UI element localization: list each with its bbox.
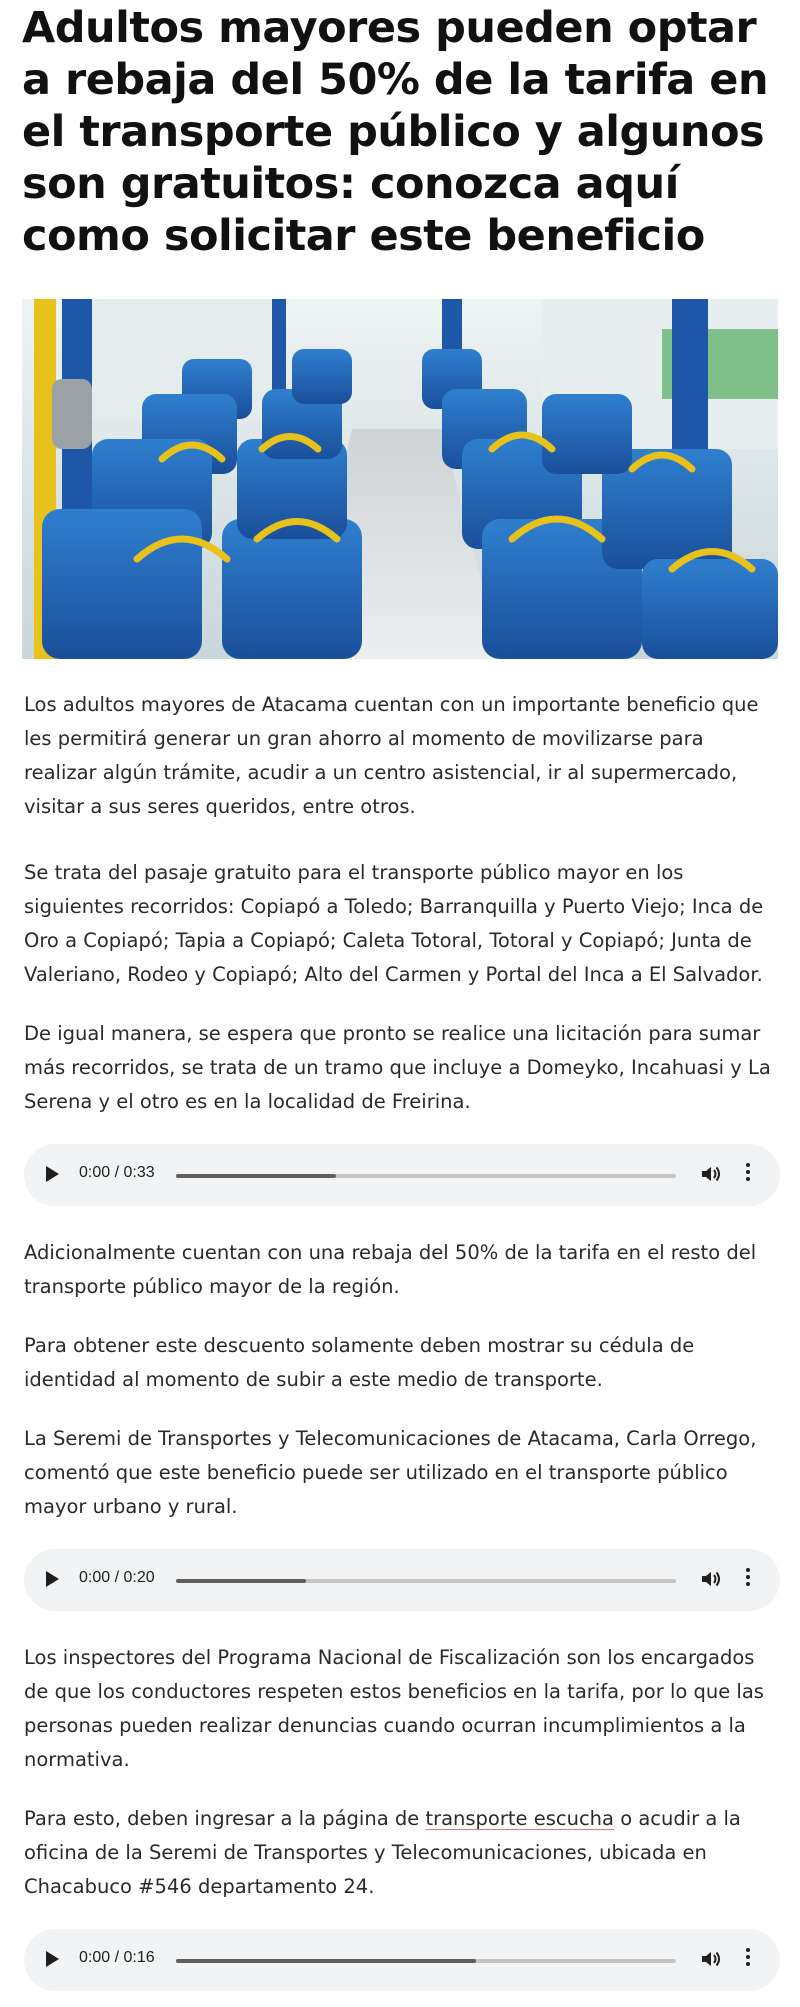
paragraph-3: De igual manera, se espera que pronto se realice una licitación para sumar más recorridos, se trata de un tramo que incluye a Domeyko, Incahuasi y La Serena y el otro es en la localidad de Freirina.	[24, 1022, 771, 1113]
volume-icon[interactable]	[700, 1164, 722, 1188]
paragraph-6: La Seremi de Transportes y Telecomunicaciones de Atacama, Carla Orrego, comentó que este beneficio puede ser utilizado en el transporte público mayor urbano y rural.	[24, 1427, 757, 1518]
audio-progress-track[interactable]	[176, 1579, 676, 1583]
audio-time: 0:00 / 0:20	[79, 1569, 155, 1586]
bus-interior-image	[22, 299, 778, 659]
paragraph-1: Los adultos mayores de Atacama cuentan con un importante beneficio que les permitirá generar un gran ahorro al momento de movilizarse para realizar algún trámite, acudir a un centro asistencial, ir al supermercado, visitar a sus seres queridos, entre otros.	[24, 693, 759, 818]
audio-progress-fill	[176, 1579, 306, 1583]
article-title: Adultos mayores pueden optar a rebaja del 50% de la tarifa en el transporte público y algunos son gratuitos: conozca aquí como solicitar este beneficio	[22, 3, 769, 261]
more-vert-icon[interactable]	[744, 1568, 752, 1589]
paragraph-4: Adicionalmente cuentan con una rebaja del 50% de la tarifa en el resto del transporte público mayor de la región.	[24, 1241, 757, 1298]
audio-player-2	[24, 1549, 780, 1611]
audio-progress-track[interactable]	[176, 1174, 676, 1178]
more-vert-icon[interactable]	[744, 1163, 752, 1184]
paragraph-5: Para obtener este descuento solamente deben mostrar su cédula de identidad al momento de subir a este medio de transporte.	[24, 1334, 695, 1391]
more-vert-icon[interactable]	[744, 1948, 752, 1969]
volume-icon[interactable]	[700, 1569, 722, 1593]
audio-player-1	[24, 1144, 780, 1206]
paragraph-2: Se trata del pasaje gratuito para el transporte público mayor en los siguientes recorridos: Copiapó a Toledo; Barranquilla y Puerto Viejo; Inca de Oro a Copiapó; Tapia a Copiapó; Caleta Totoral, Totoral y Copiapó; Junta de Valeriano, Rodeo y Copiapó; Alto del Carmen y Portal del Inca a El Salvador.	[24, 861, 764, 986]
audio-time: 0:00 / 0:16	[79, 1949, 155, 1966]
paragraph-7: Los inspectores del Programa Nacional de Fiscalización son los encargados de que los conductores respeten estos beneficios en la tarifa, por lo que las personas pueden realizar denuncias cuando ocurran incumplimientos a la normativa.	[24, 1646, 764, 1771]
play-icon[interactable]	[46, 1951, 59, 1967]
paragraph-8	[24, 1802, 780, 1904]
volume-icon[interactable]	[700, 1949, 722, 1973]
audio-player-3	[24, 1929, 780, 1991]
audio-progress-track[interactable]	[176, 1959, 676, 1963]
audio-progress-fill	[176, 1174, 336, 1178]
paragraph-8-after: o acudir a la oficina de la Seremi de Transportes y Telecomunicaciones, ubicada en Chacabuco #546 departamento 24.	[24, 1807, 741, 1898]
play-icon[interactable]	[46, 1166, 59, 1182]
play-icon[interactable]	[46, 1571, 59, 1587]
audio-time: 0:00 / 0:33	[79, 1164, 155, 1181]
transporte-escucha-link[interactable]: transporte escucha	[425, 1807, 614, 1830]
paragraph-8-before: Para esto, deben ingresar a la página de	[24, 1807, 426, 1830]
audio-progress-fill	[176, 1959, 476, 1963]
